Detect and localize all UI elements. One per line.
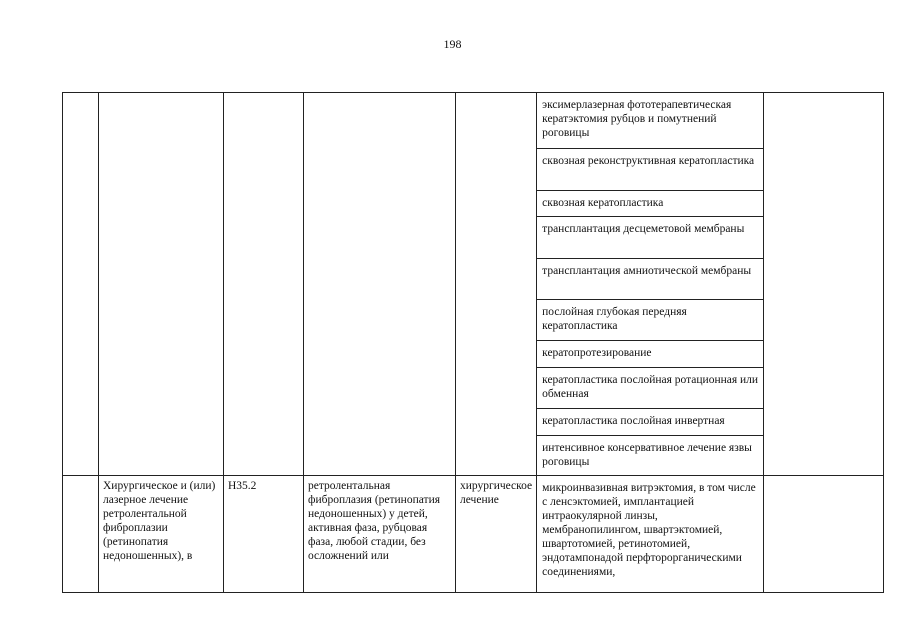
medical-care-table: [62, 92, 884, 593]
method-cell: эксимерлазерная фототерапевтическая кератэктомия рубцов и помутнений роговицы: [537, 93, 764, 149]
treatment-type-cell: хирургическое лечение: [456, 476, 537, 593]
method-cell: трансплантация амниотической мембраны: [537, 259, 764, 300]
page-number: 198: [443, 37, 462, 51]
care-type-name-cell: Хирургическое и (или) лазерное лечение ретролентальной фиброплазии (ретинопатия недоношенных), в: [99, 476, 224, 593]
icd-code-cell: H35.2: [224, 476, 304, 593]
patient-model-cell: ретролентальная фиброплазия (ретинопатия недоношенных) у детей, активная фаза, рубцовая фаза, любой стадии, без осложнений или: [304, 476, 456, 593]
code-cell-continued: [224, 93, 304, 476]
method-cell: сквозная реконструктивная кератопластика: [537, 149, 764, 191]
patient-model-cell-continued: [304, 93, 456, 476]
method-cell: кератопротезирование: [537, 341, 764, 368]
extra-cell-continued: [764, 93, 884, 476]
method-cell: сквозная кератопластика: [537, 191, 764, 217]
method-cell: послойная глубокая передняя кератопластика: [537, 300, 764, 341]
extra-cell: [764, 476, 884, 593]
treatment-type-cell-continued: [456, 93, 537, 476]
method-cell: кератопластика послойная инвертная: [537, 409, 764, 436]
care-type-cell-continued: [99, 93, 224, 476]
treatment-method-cell: микроинвазивная витрэктомия, в том числе с ленсэктомией, имплантацией интраокулярной линзы, мембранопилингом, швартэктомией, швартотомией, ретинотомией, эндотампонадой перфторорганическими соединениями,: [537, 476, 764, 593]
method-cell: трансплантация десцеметовой мембраны: [537, 217, 764, 259]
method-cell: интенсивное консервативное лечение язвы роговицы: [537, 436, 764, 476]
method-cell: кератопластика послойная ротационная или обменная: [537, 368, 764, 409]
row-number-cell: [63, 476, 99, 593]
number-cell-continued: [63, 93, 99, 476]
